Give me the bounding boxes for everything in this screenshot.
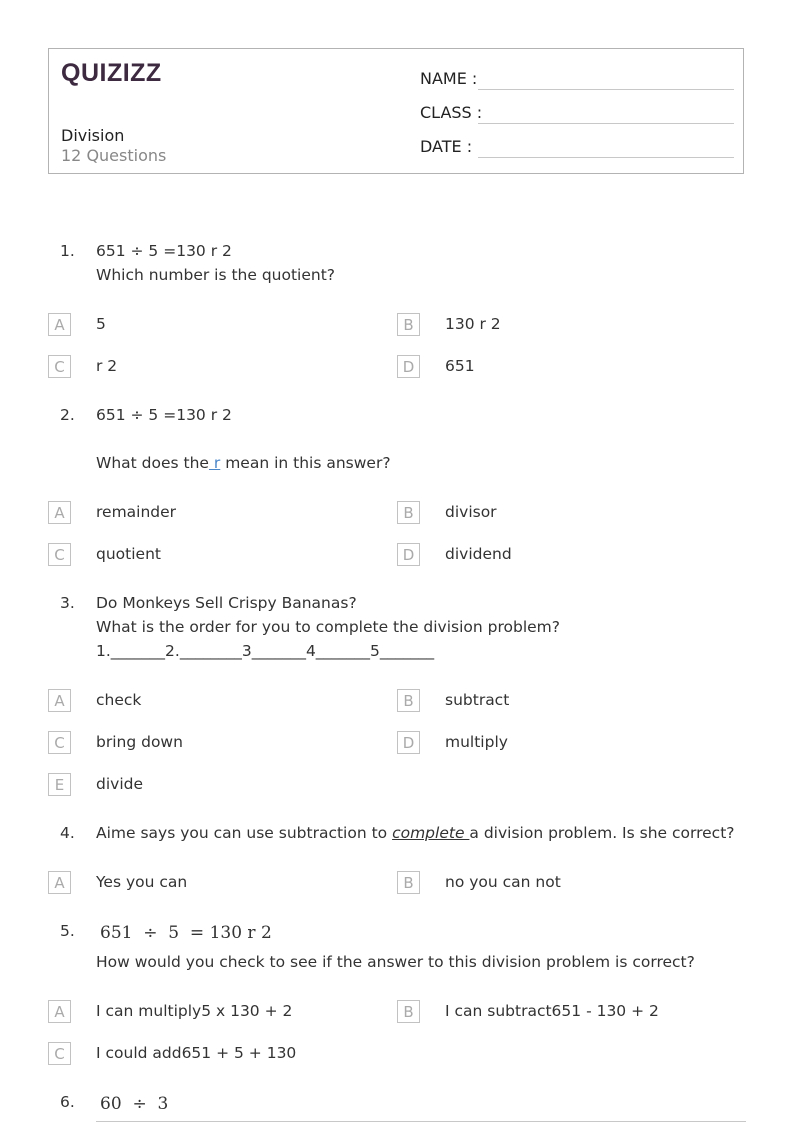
option-letter-box[interactable]: C	[48, 355, 71, 378]
option-text: I can multiply5 x 130 + 2	[96, 1002, 293, 1020]
question-text-post: a division problem. Is she correct?	[469, 824, 735, 842]
question-text: How would you check to see if the answer to this division problem is correct?	[96, 953, 695, 971]
worksheet-header	[48, 48, 744, 174]
name-label: NAME :	[420, 69, 478, 88]
option-letter-box[interactable]: B	[397, 1000, 420, 1023]
option-letter-box[interactable]: C	[48, 1042, 71, 1065]
option-letter-box[interactable]: D	[397, 355, 420, 378]
remainder-r-link[interactable]: r	[208, 454, 221, 472]
math-expression: 651 ÷ 5 = 130 r 2	[100, 923, 272, 943]
option-text: multiply	[445, 733, 508, 751]
option-letter-box[interactable]: D	[397, 543, 420, 566]
option-letter-box[interactable]: A	[48, 1000, 71, 1023]
option-letter-box[interactable]: A	[48, 689, 71, 712]
question-count: 12 Questions	[61, 146, 167, 165]
option-text: dividend	[445, 545, 512, 563]
option-letter-box[interactable]: E	[48, 773, 71, 796]
question-text-pre: Aime says you can use subtraction to	[96, 824, 393, 842]
option-text: remainder	[96, 503, 177, 521]
emphasized-word: complete	[392, 824, 470, 842]
question-number: 5.	[60, 922, 75, 940]
option-letter-box[interactable]: A	[48, 871, 71, 894]
question-text-pre: What does the	[96, 454, 209, 472]
option-text: Yes you can	[96, 873, 188, 891]
option-letter-box[interactable]: A	[48, 313, 71, 336]
date-label: DATE :	[420, 137, 473, 156]
option-letter-box[interactable]: C	[48, 731, 71, 754]
math-expression: 60 ÷ 3	[100, 1094, 169, 1114]
date-field[interactable]	[478, 157, 734, 158]
option-text: 5	[96, 315, 106, 333]
option-text: r 2	[96, 357, 118, 375]
option-letter-box[interactable]: B	[397, 501, 420, 524]
question-number: 2.	[60, 406, 75, 424]
question-text: What is the order for you to complete the division problem?	[96, 618, 561, 636]
question-text: 651 ÷ 5 =130 r 2	[96, 242, 232, 260]
option-text: divide	[96, 775, 143, 793]
quizizz-logo: QUIZIZZ	[61, 59, 162, 87]
class-label: CLASS :	[420, 103, 483, 122]
question-text: 651 ÷ 5 =130 r 2	[96, 406, 232, 424]
option-letter-box[interactable]: A	[48, 501, 71, 524]
option-text: divisor	[445, 503, 497, 521]
question-number: 6.	[60, 1093, 75, 1111]
option-text: 130 r 2	[445, 315, 501, 333]
order-blanks: 1._______2.________3_______4_______5_______	[96, 642, 435, 660]
question-number: 1.	[60, 242, 75, 260]
question-text: Which number is the quotient?	[96, 266, 336, 284]
worksheet-title: Division	[61, 126, 125, 145]
option-text: check	[96, 691, 142, 709]
option-letter-box[interactable]: D	[397, 731, 420, 754]
question-number: 3.	[60, 594, 75, 612]
option-text: I can subtract651 - 130 + 2	[445, 1002, 659, 1020]
option-letter-box[interactable]: B	[397, 689, 420, 712]
question-number: 4.	[60, 824, 75, 842]
name-field[interactable]	[478, 89, 734, 90]
option-text: bring down	[96, 733, 183, 751]
question-text-post: mean in this answer?	[220, 454, 391, 472]
class-field[interactable]	[478, 123, 734, 124]
option-text: 651	[445, 357, 475, 375]
option-text: no you can not	[445, 873, 561, 891]
answer-line[interactable]	[96, 1121, 746, 1122]
option-letter-box[interactable]: B	[397, 313, 420, 336]
question-text	[96, 824, 735, 842]
question-text	[96, 454, 391, 472]
question-text: Do Monkeys Sell Crispy Bananas?	[96, 594, 357, 612]
option-letter-box[interactable]: C	[48, 543, 71, 566]
option-text: I could add651 + 5 + 130	[96, 1044, 297, 1062]
option-text: quotient	[96, 545, 161, 563]
option-letter-box[interactable]: B	[397, 871, 420, 894]
option-text: subtract	[445, 691, 510, 709]
